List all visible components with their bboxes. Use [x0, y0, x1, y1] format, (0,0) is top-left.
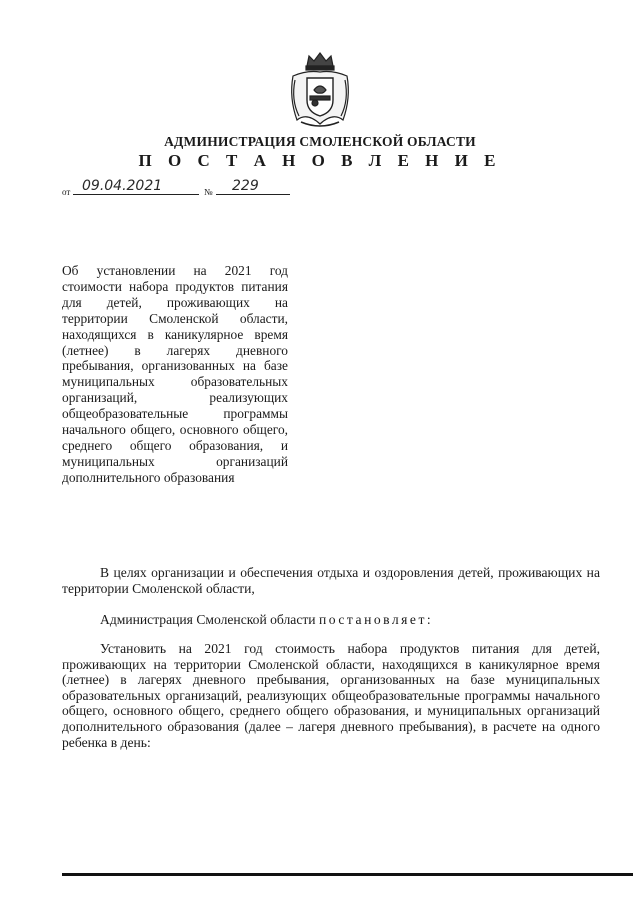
date-number-line	[62, 180, 302, 200]
coat-of-arms-icon	[287, 50, 353, 130]
resolution-paragraph	[62, 612, 600, 628]
document-subject: Об установлении на 2021 год стоимости набора продуктов питания для детей, проживающих на территории Смоленской области, находящихся в каникулярное время (летнее) в лагерях дневного пребывания, организованных на базе муниципальных образовательных организаций, реализующих общеобразовательные программы начального общего, основного общего, среднего общего образования, и муниципальных организаций дополнительного образования	[62, 263, 288, 485]
number-underline	[216, 194, 290, 195]
organization-title: АДМИНИСТРАЦИЯ СМОЛЕНСКОЙ ОБЛАСТИ	[164, 134, 476, 149]
number-label: №	[204, 187, 213, 197]
provision-paragraph: Установить на 2021 год стоимость набора продуктов питания для детей, проживающих на территории Смоленской области, находящихся в каникулярное время (летнее) в лагерях дневного пребывания, организованных на базе муниципальных образовательных организаций, реализующих общеобразовательные программы начального общего, основного общего, среднего общего образования, и муниципальных организаций дополнительного образования (далее – лагеря дневного пребывания), в расчете на одного ребенка в день:	[62, 641, 600, 750]
preamble-paragraph: В целях организации и обеспечения отдыха и оздоровления детей, проживающих на территории Смоленской области,	[62, 565, 600, 596]
document-type-title: П О С Т А Н О В Л Е Н И Е	[138, 151, 502, 170]
resolution-verb: постановляет:	[318, 612, 434, 627]
resolution-authority: Администрация Смоленской области	[100, 612, 316, 627]
number-value: 229	[232, 178, 259, 194]
date-value: 09.04.2021	[82, 178, 163, 194]
page-bottom-rule	[62, 873, 633, 876]
date-label: от	[62, 187, 71, 197]
date-underline	[73, 194, 199, 195]
